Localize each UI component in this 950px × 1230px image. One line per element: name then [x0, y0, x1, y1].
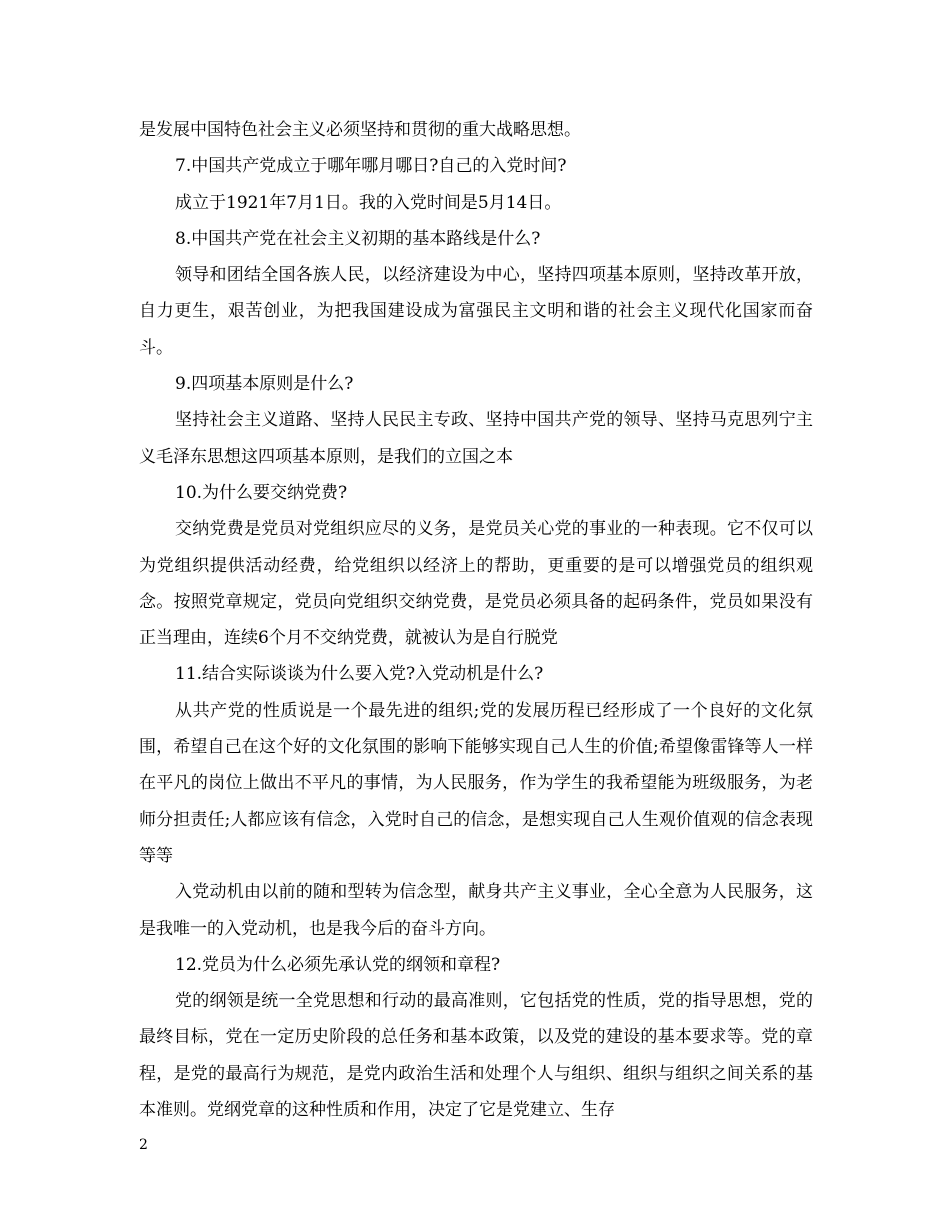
answer-11-part-1: 从共产党的性质说是一个最先进的组织;党的发展历程已经形成了一个良好的文化氛围，希望自己在这个好的文化氛围的影响下能够实现自己人生的价值;希望像雷锋等人一样在平凡的岗位上做出不平凡的事情，为人民服务，作为学生的我希望能为班级服务，为老师分担责任;人都应该有信念，入党时自己的信念，是想实现自己人生观价值观的信念表现等等: [139, 700, 813, 866]
answer-12: 党的纲领是统一全党思想和行动的最高准则，它包括党的性质，党的指导思想，党的最终目标，党在一定历史阶段的总任务和基本政策，以及党的建设的基本要求等。党的章程，是党的最高行为规范，是党内政治生活和处理个人与组织、组织与组织之间关系的基本准则。党纲党章的这种性质和作用，决定了它是党建立、生存: [139, 991, 813, 1121]
paragraph-continuation: 是发展中国特色社会主义必须坚持和贯彻的重大战略思想。: [139, 120, 581, 140]
page-body: [139, 112, 813, 1128]
question-10: 10.为什么要交纳党费?: [175, 482, 348, 503]
question-12: 12.党员为什么必须先承认党的纲领和章程?: [175, 954, 501, 975]
answer-8: 领导和团结全国各族人民，以经济建设为中心，坚持四项基本原则，坚持改革开放，自力更生，艰苦创业，为把我国建设成为富强民主文明和谐的社会主义现代化国家而奋斗。: [139, 265, 813, 358]
question-7: 7.中国共产党成立于哪年哪月哪日?自己的入党时间?: [175, 156, 567, 177]
question-8: 8.中国共产党在社会主义初期的基本路线是什么?: [175, 228, 541, 249]
question-11: 11.结合实际谈谈为什么要入党?入党动机是什么?: [175, 664, 544, 685]
answer-11-part-2: 入党动机由以前的随和型转为信念型，献身共产主义事业，全心全意为人民服务，这是我唯一的入党动机，也是我今后的奋斗方向。: [139, 882, 813, 939]
answer-9: 坚持社会主义道路、坚持人民民主专政、坚持中国共产党的领导、坚持马克思列宁主义毛泽东思想这四项基本原则，是我们的立国之本: [139, 410, 813, 467]
answer-7: 成立于1921年7月1日。我的入党时间是5月14日。: [175, 192, 562, 213]
page-number: 2: [139, 1137, 148, 1153]
answer-10: 交纳党费是党员对党组织应尽的义务，是党员关心党的事业的一种表现。它不仅可以为党组织提供活动经费，给党组织以经济上的帮助，更重要的是可以增强党员的组织观念。按照党章规定，党员向党组织交纳党费，是党员必须具备的起码条件，党员如果没有正当理由，连续6个月不交纳党费，就被认为是自行脱党: [139, 519, 813, 649]
question-9: 9.四项基本原则是什么?: [175, 374, 354, 395]
